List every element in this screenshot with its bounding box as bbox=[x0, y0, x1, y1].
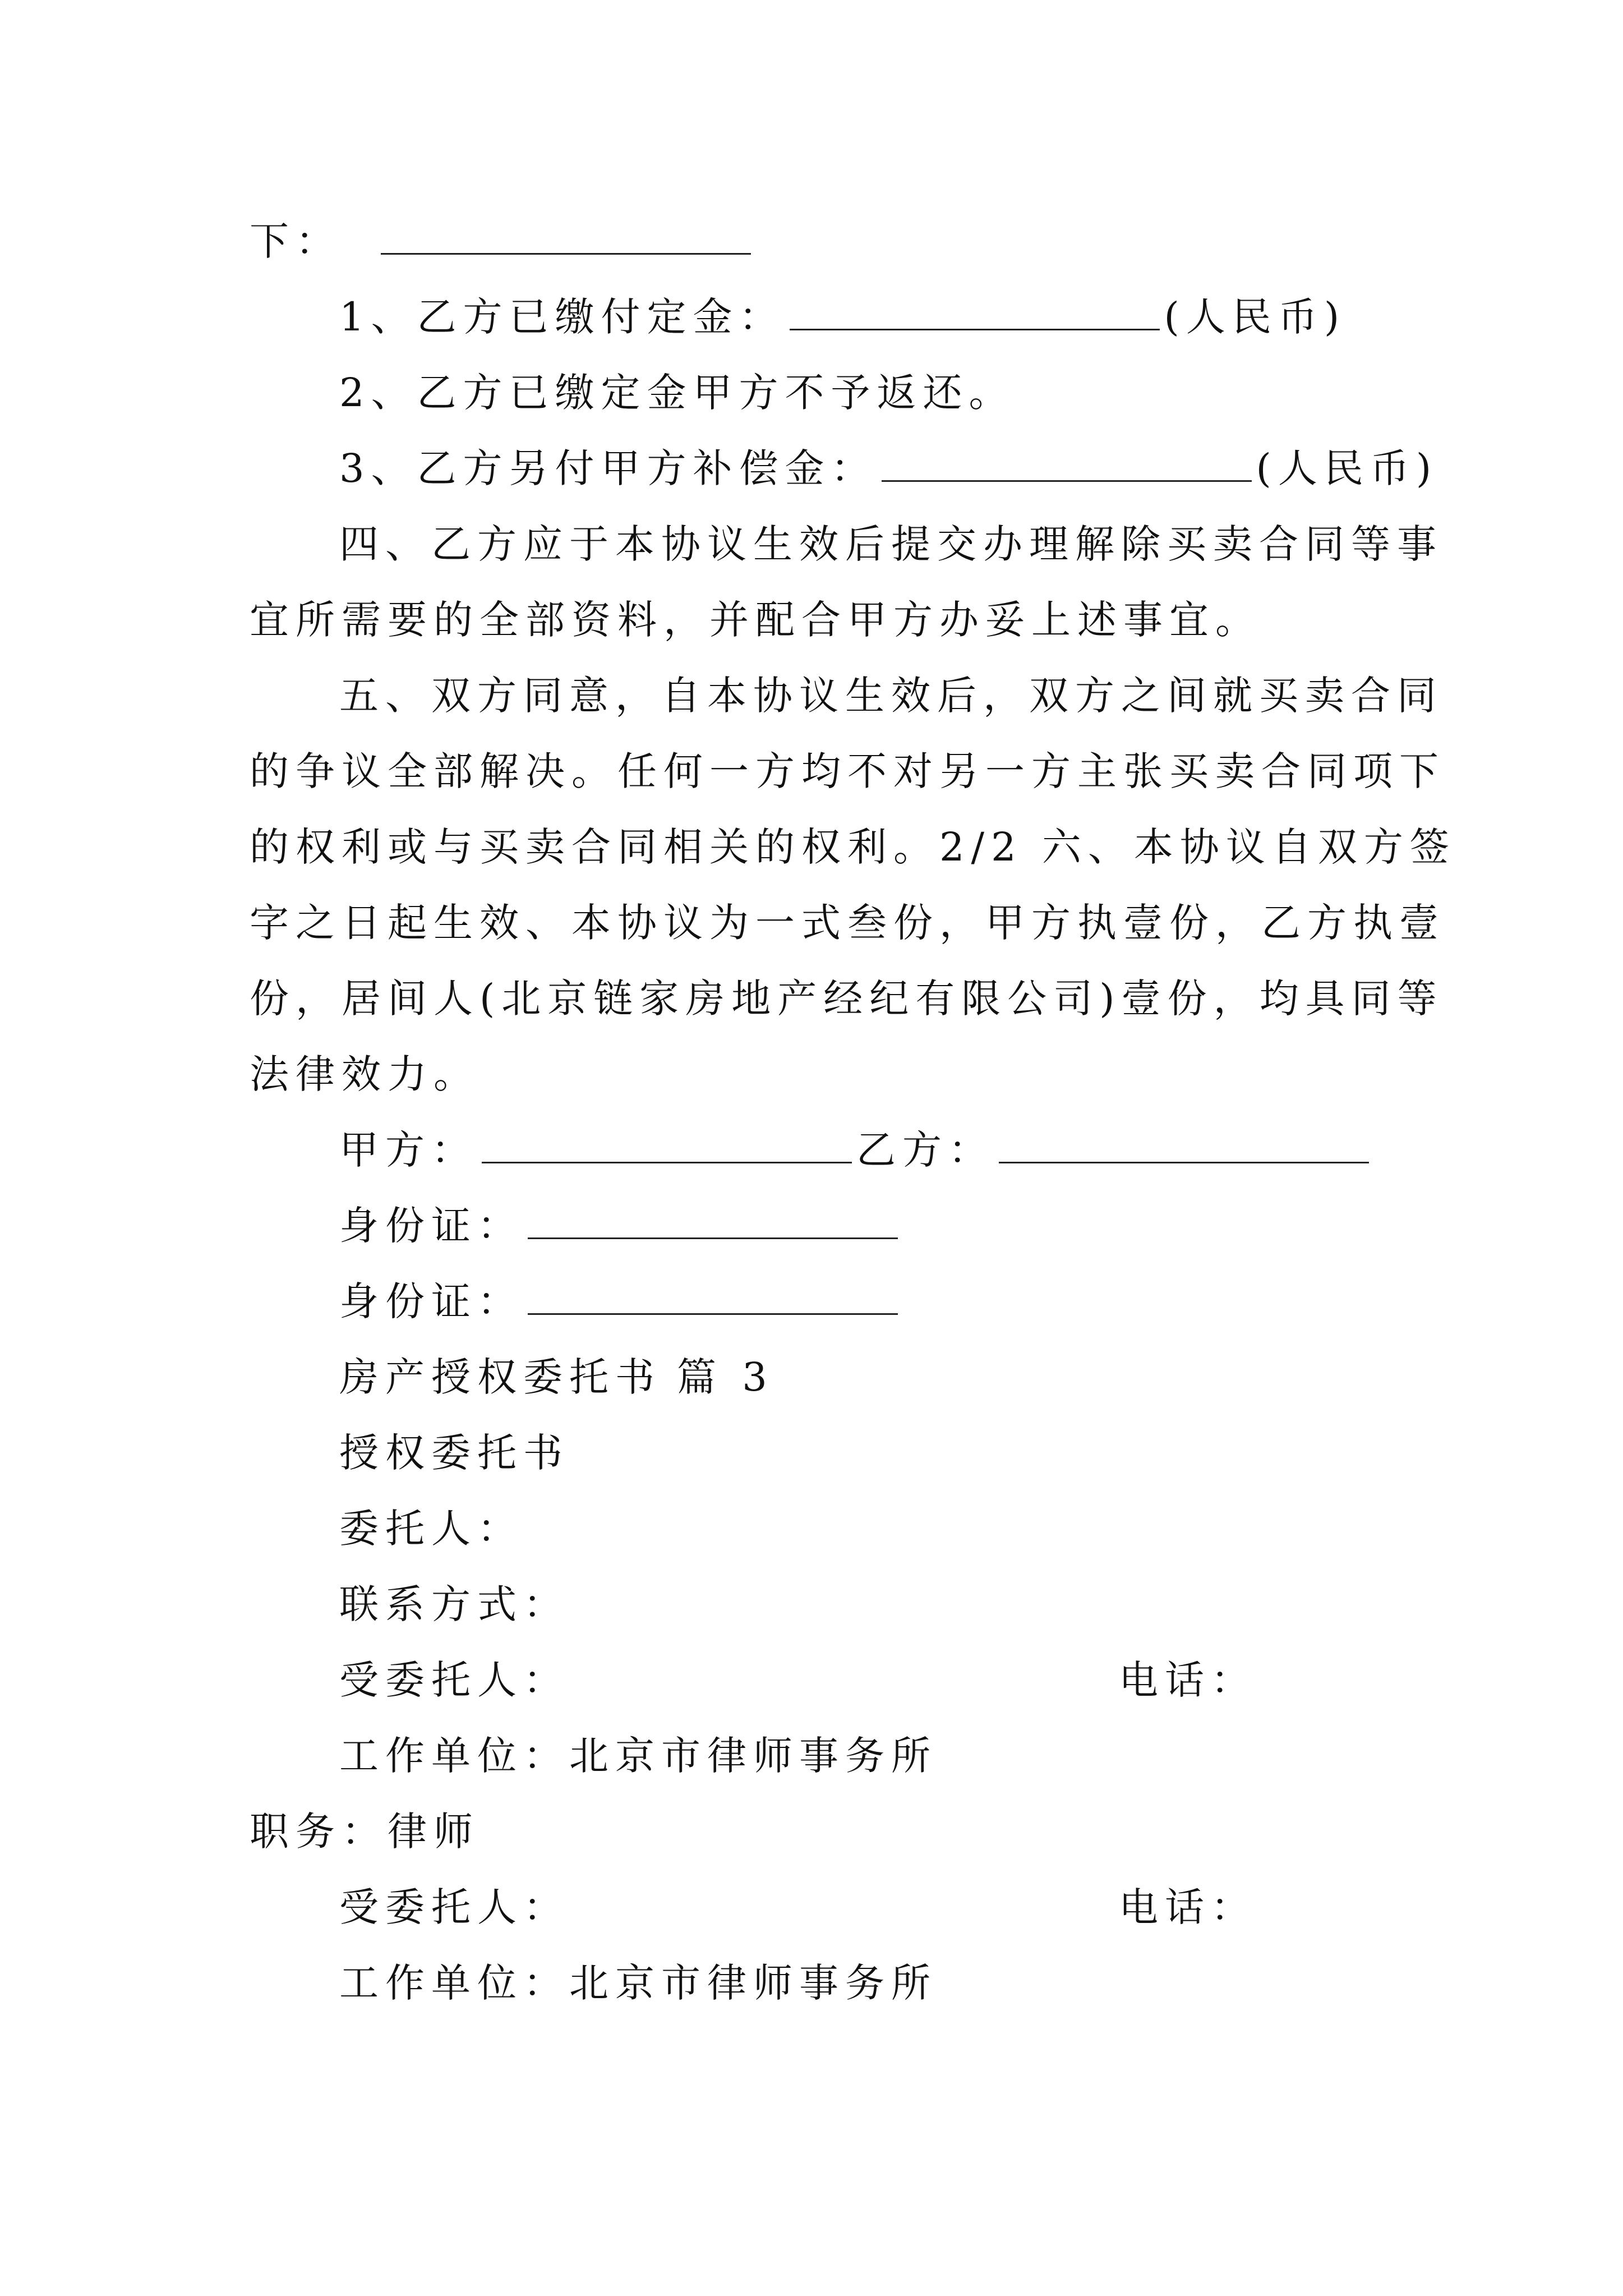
blank-line bbox=[381, 216, 751, 255]
clause-4-line-2: 宜所需要的全部资料，并配合甲方办妥上述事宜。 bbox=[250, 597, 1261, 643]
deposit-blank bbox=[790, 292, 1160, 330]
principal-line: 委托人： bbox=[339, 1506, 523, 1552]
item-2: 2、乙方已缴定金甲方不予返还。 bbox=[339, 370, 1015, 416]
agent-1-line bbox=[339, 1652, 1257, 1708]
clause-6-line-1: 字之日起生效、本协议为一式叁份，甲方执壹份，乙方执壹 bbox=[250, 900, 1445, 946]
currency-note: (人民币) bbox=[1164, 294, 1347, 340]
agent-1-position: 职务：律师 bbox=[250, 1809, 479, 1855]
item-1-deposit bbox=[339, 289, 1346, 345]
poa-title: 授权委托书 bbox=[339, 1430, 569, 1476]
item-1-label: 1、乙方已缴付定金： bbox=[339, 294, 785, 340]
clause-5-line-2: 的争议全部解决。任何一方均不对另一方主张买卖合同项下 bbox=[250, 748, 1445, 794]
clause-5-line-3: 的权利或与买卖合同相关的权利。2/2 六、本协议自双方签 bbox=[250, 824, 1456, 870]
agent-2-workplace: 工作单位：北京市律师事务所 bbox=[339, 1960, 937, 2006]
phone-label: 电话： bbox=[1119, 1884, 1257, 1930]
party-a-label: 甲方： bbox=[339, 1127, 477, 1173]
agent-label: 受委托人： bbox=[339, 1884, 569, 1930]
item-3-label: 3、乙方另付甲方补偿金： bbox=[339, 445, 877, 491]
id-label: 身份证： bbox=[339, 1203, 523, 1249]
clause-6-line-2: 份，居间人(北京链家房地产经纪有限公司)壹份，均具同等 bbox=[250, 976, 1444, 1022]
phone-label: 电话： bbox=[1119, 1657, 1257, 1703]
id-blank bbox=[528, 1276, 898, 1315]
agent-2-line bbox=[339, 1879, 1257, 1935]
id-line-1 bbox=[339, 1198, 902, 1254]
clause-4-line-1: 四、乙方应于本协议生效后提交办理解除买卖合同等事 bbox=[339, 521, 1443, 567]
party-a-blank bbox=[482, 1125, 852, 1163]
clause-6-line-3: 法律效力。 bbox=[250, 1051, 479, 1097]
id-label: 身份证： bbox=[339, 1278, 523, 1324]
contact-line: 联系方式： bbox=[339, 1581, 569, 1627]
section-title: 房产授权委托书 篇 3 bbox=[339, 1354, 774, 1400]
clause-5-line-1: 五、双方同意，自本协议生效后，双方之间就买卖合同 bbox=[339, 673, 1443, 719]
signature-line bbox=[339, 1122, 1373, 1178]
agent-1-workplace: 工作单位：北京市律师事务所 bbox=[339, 1733, 937, 1779]
party-b-blank bbox=[999, 1125, 1369, 1163]
currency-note: (人民币) bbox=[1256, 445, 1438, 491]
compensation-blank bbox=[882, 443, 1252, 482]
agent-label: 受委托人： bbox=[339, 1657, 569, 1703]
line-continuation bbox=[250, 213, 755, 269]
party-b-label: 乙方： bbox=[856, 1127, 994, 1173]
item-3-compensation bbox=[339, 440, 1438, 496]
id-blank bbox=[528, 1200, 898, 1239]
text-xia: 下： bbox=[250, 218, 342, 264]
id-line-2 bbox=[339, 1273, 902, 1329]
